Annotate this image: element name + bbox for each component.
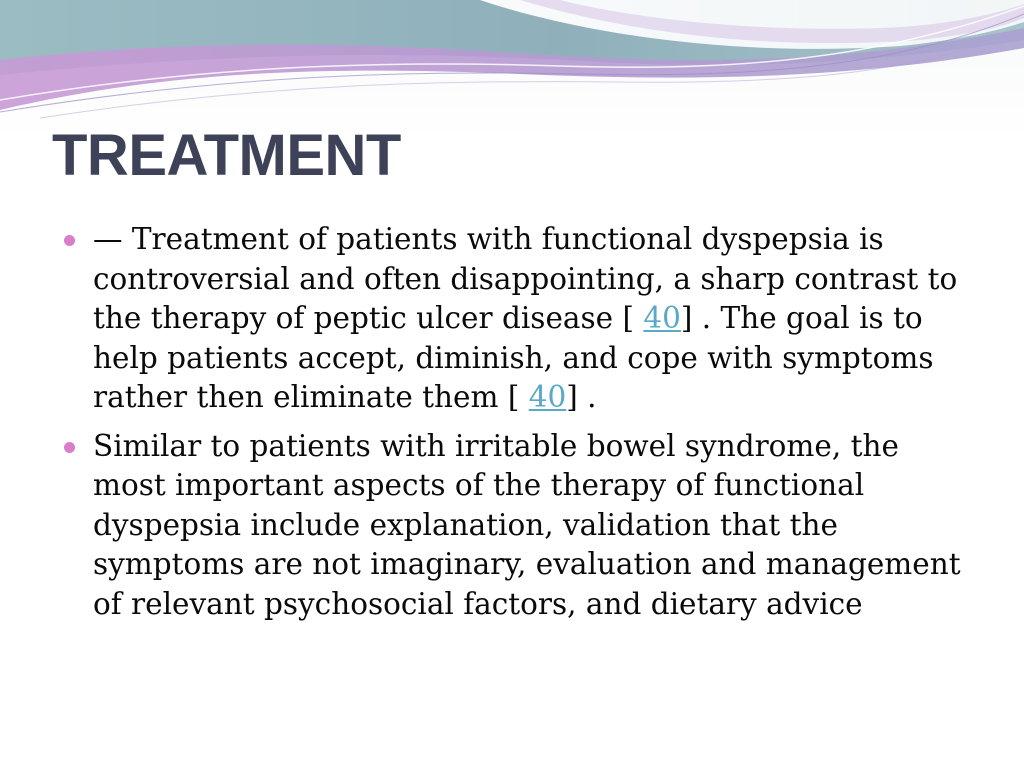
reference-link-40-second[interactable]: 40 — [528, 380, 567, 414]
bullet-2-text: Similar to patients with irritable bowel syndrome, the most important aspects of the therapy of functional dyspepsia include explanation, validation that the symptoms are not imaginary, evaluation and management of relevant psychosocial factors, and dietary advice — [93, 428, 961, 621]
decorative-wave-header — [0, 0, 1024, 130]
bullet-item-2 — [60, 427, 970, 625]
bullet-list — [60, 220, 970, 633]
bullet-dot-icon — [64, 235, 75, 246]
slide-title: TREATMENT — [52, 123, 401, 188]
reference-link-40[interactable]: 40 — [643, 301, 681, 335]
bullet-dot-icon — [64, 442, 75, 453]
bullet-item-1 — [60, 220, 970, 418]
bullet-1-text-part-2: ] . The goal is to help patients accept, diminish, and cope with symptoms rather then eliminate them [ — [93, 301, 934, 414]
bullet-1-text-part-3: ] . — [566, 380, 597, 414]
bullet-1-text-part-1: — Treatment of patients with functional dyspepsia is controversial and often disappointing, a sharp contrast to the therapy of peptic ulcer disease [ — [93, 222, 958, 335]
